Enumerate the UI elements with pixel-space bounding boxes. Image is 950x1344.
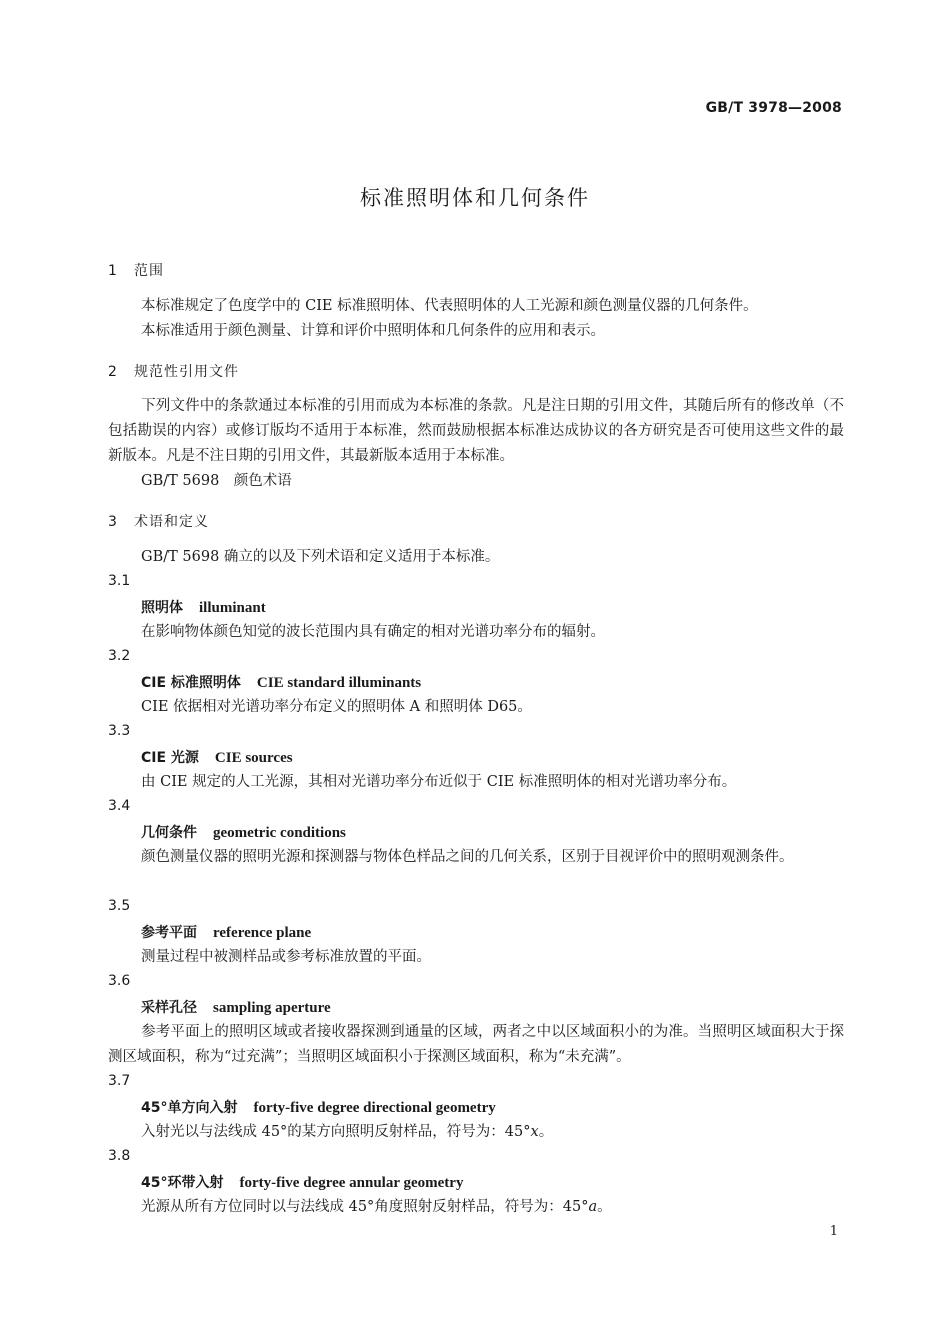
section-number: 3: [108, 514, 118, 530]
term-definition: [108, 1020, 844, 1070]
page-number: 1: [829, 1224, 838, 1239]
clause-number: 3.1: [108, 573, 131, 589]
term-english: illuminant: [199, 600, 266, 616]
clause-number: 3.5: [108, 898, 131, 914]
term-english: sampling aperture: [213, 1000, 331, 1016]
section-number: 2: [108, 364, 118, 380]
section-title: 范围: [134, 263, 164, 279]
section-heading-terms: [108, 511, 209, 531]
clause-number: 3.2: [108, 648, 131, 664]
geometry-symbol: a: [588, 1199, 598, 1215]
definition-text: 参考平面上的照明区域或者接收器探测到通量的区域，两者之中以区域面积小的为准。当照明区域面积大于探测区域面积，称为“过充满”；当照明区域面积小于探测区域面积，称为“未充满”。: [108, 1024, 844, 1065]
term-entry: [141, 822, 346, 842]
term-english: geometric conditions: [213, 825, 346, 841]
term-entry: [141, 747, 293, 767]
term-chinese: 几何条件: [141, 825, 197, 841]
term-definition: [141, 1197, 612, 1217]
term-entry: [141, 672, 421, 692]
term-entry: [141, 997, 331, 1017]
term-chinese: 采样孔径: [141, 1000, 197, 1016]
term-definition: 由 CIE 规定的人工光源，其相对光谱功率分布近似于 CIE 标准照明体的相对光谱功率分布。: [141, 774, 737, 790]
section-heading-scope: [108, 260, 164, 280]
term-english: CIE sources: [214, 750, 293, 766]
paragraph: GB/T 5698 确立的以及下列术语和定义适用于本标准。: [141, 549, 500, 565]
term-entry: [141, 1172, 463, 1192]
document-title: 标准照明体和几何条件: [360, 186, 590, 210]
reference-entry: GB/T 5698 颜色术语: [141, 473, 292, 489]
definition-text: 入射光以与法线成 45°的某方向照明反射样品，符号为：45°: [141, 1124, 531, 1140]
term-entry: [141, 1097, 496, 1117]
term-entry: [141, 922, 311, 942]
section-title: 规范性引用文件: [134, 364, 239, 380]
term-chinese: 参考平面: [141, 925, 197, 941]
definition-tail: 。: [538, 1124, 554, 1140]
term-definition: [141, 1122, 553, 1142]
term-chinese: CIE 光源: [141, 750, 199, 766]
paragraph: 本标准规定了色度学中的 CIE 标准照明体、代表照明体的人工光源和颜色测量仪器的几何条件。: [141, 298, 758, 314]
term-chinese: 照明体: [141, 600, 183, 616]
section-heading-normative-references: [108, 361, 239, 381]
paragraph-text: 下列文件中的条款通过本标准的引用而成为本标准的条款。凡是注日期的引用文件，其随后所有的修改单（不包括勘误的内容）或修订版均不适用于本标准，然而鼓励根据本标准达成协议的各方研究是否可使用这些文件的最新版本。凡是不注日期的引用文件，其最新版本适用于本标准。: [108, 398, 844, 464]
term-chinese: CIE 标准照明体: [141, 675, 241, 691]
term-definition: [108, 845, 844, 870]
section-title: 术语和定义: [134, 514, 209, 530]
definition-tail: 。: [597, 1199, 612, 1215]
clause-number: 3.4: [108, 798, 131, 814]
clause-number: 3.6: [108, 973, 131, 989]
standard-number: GB/T 3978—2008: [705, 100, 842, 116]
term-english: forty-five degree directional geometry: [253, 1100, 496, 1116]
term-definition: 测量过程中被测样品或参考标准放置的平面。: [141, 949, 431, 965]
clause-number: 3.7: [108, 1073, 131, 1089]
term-english: forty-five degree annular geometry: [239, 1175, 464, 1191]
term-english: CIE standard illuminants: [256, 675, 422, 691]
term-entry: [141, 597, 266, 617]
term-definition: 在影响物体颜色知觉的波长范围内具有确定的相对光谱功率分布的辐射。: [141, 624, 605, 640]
paragraph: [108, 394, 844, 469]
term-chinese: 45°单方向入射: [141, 1100, 238, 1116]
term-english: reference plane: [213, 925, 312, 941]
definition-text: 光源从所有方位同时以与法线成 45°角度照射反射样品，符号为：45°: [141, 1199, 589, 1215]
paragraph: 本标准适用于颜色测量、计算和评价中照明体和几何条件的应用和表示。: [141, 323, 605, 339]
term-definition: CIE 依据相对光谱功率分布定义的照明体 A 和照明体 D65。: [141, 699, 532, 715]
clause-number: 3.3: [108, 723, 131, 739]
section-number: 1: [108, 263, 118, 279]
definition-text: 颜色测量仪器的照明光源和探测器与物体色样品之间的几何关系，区别于目视评价中的照明观测条件。: [141, 849, 794, 865]
term-chinese: 45°环带入射: [141, 1175, 224, 1191]
clause-number: 3.8: [108, 1148, 131, 1164]
geometry-symbol: x: [530, 1124, 539, 1140]
